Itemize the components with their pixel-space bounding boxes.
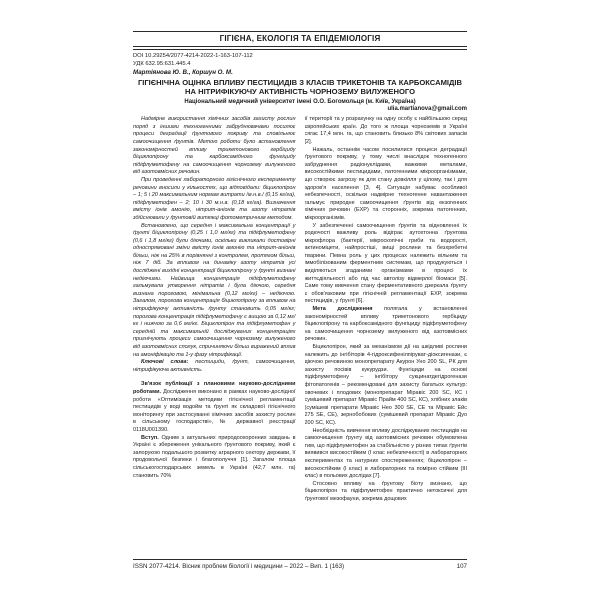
introduction-label: Вступ. [141,434,159,441]
page-footer [133,559,467,570]
journal-page [120,22,480,570]
abstract-paragraph-1: Надмірне використання хімічних засобів захисту рослин поряд з іншими техногенними забруднювачами посилює процеси деградації ґрунтового покриву та сповільнює самоочищення ґрунтів. Метою роботи було встановлення закономірностей впливу трикетонового гербіциду біциклопірону та карбоксамідного фунгіциду підіфлуметофену на самоочищення чорнозему вилуженого від азотовмісних речовин. [133,116,296,176]
footer-issn: ISSN 2077-4214. Вісник проблем біології і медицини – 2022 – Вип. 1 (163) [133,562,345,570]
left-column [133,116,296,554]
doi-line: DOI 10.29254/2077-4214-2022-1-163-107-112 [133,53,253,59]
author-email: ulia.martianova@gmail.com [387,106,467,113]
aim-paragraph [305,306,468,344]
page-number: 107 [456,562,467,570]
body-paragraph-6: Необхідність вивчення впливу досліджуваних пестицидів на самоочищення ґрунту від азотовмісних речовин обумовлена тим, що підіфлуметофен за стабільністю у різних типах ґрунтів виявився високостійким (І клас небезпечності) в лабораторних експериментах та натурних спостереженнях; біциклопірон – високостійким (І клас) в лабораторних та помірно стійким (ІІІ клас) в польових дослідах [7]. [304,427,467,480]
introduction-text: Одним з актуальних природоохоронних завдань в Україні є збереження унікального ґрунтового покриву, який є запорукою подальшого розвитку аграрного сектору держави, її продовольчої безпеки і благополуччя [1]. Загалом площа сільськогосподарських земель в Україні (42,7 млн. га) становить 70% [133,434,296,479]
keywords-paragraph [133,359,296,374]
article-title: ГІГІЄНІЧНА ОЦІНКА ВПЛИВУ ПЕСТИЦИДІВ З КЛАСІВ ТРИКЕТОНІВ ТА КАРБОКСАМІДІВ НА НІТРИФІКУЮЧУ АКТИВНІСТЬ ЧОРНОЗЕМУ ВИЛУЖЕНОГО [137,78,463,97]
authors-line: Мартіянова Ю. В., Коршун О. М. [133,69,233,77]
body-paragraph-5: Біциклопірон, який за механізмом дії на шкідливі рослини належить до інгібіторів 4-гідроксифенілпіруват-діоксигенази, є діючою речовиною монопрепарату Акурон Уно 200 SL, РК для захисту посівів кукурудзи. Фунгіциди на основі підіфлуметофену – інгібітору сукцинатдегідрогенази фітопатогенів – рекомендовані для захисту багатьох культур: овочевих і плодових (монопрепарат Міравіс 200 SC, КС і сумішевий препарат Міравіс Прайм 400 SC, КС), хлібних злаків (сумішеві препарати Міравіс Нео 300 SE, СЕ та Міравіс Ейс 275 SE, СЕ), зернобобових (сумішевий препарат Міравіс Дуо 200 SC, КС). [304,344,467,426]
connection-text: Дослідження виконано в рамках науково-дослідної роботи «Оптимізація методики гігієнічної регламентації пестицидів у воді водойм та ґрунті як складової гігієнічного моніторингу при застосуванні хімічних засобів захисту рослин в сільському господарстві», № державної реєстрації 0118U001390. [133,388,296,433]
aim-label: Мета дослідження [312,306,373,313]
right-column [305,116,468,554]
udc-line: УДК 632.95:631.445.4 [133,60,191,67]
affiliation-line: Національний медичний університет імені О.О. Богомольця (м. Київ, Україна) [184,98,416,105]
aim-text: полягала у встановленні закономірностей впливу трикетонового гербіциду біциклопірону та карбоксамідного фунгіциду підіфлуметофену на самоочищення чорнозему вилуженого від азотовмісних речовин. [304,306,467,343]
connection-label: Зв'язок публікації з плановими науково-дослідними роботами. [133,381,296,395]
introduction-continued: її території та у розрахунку на одну особу є найбільшою серед європейських країн. До того ж площа чорноземів в Україні сягає 17,4 млн. га, що становить близько 8% світових запасів [2]. [304,116,467,145]
body-paragraph-3: У забезпеченні самоочищення ґрунтів та відновленні їх родючості важливу роль відіграє аутохтонна ґрунтова мікрофлора (бактерії, мікроскопічні гриби та водорості, актиноміцети, найпростіші, вищі рослини та безхребетні тварини. Певна роль у цих процесах належить вільним та іммобілізованим ферментним системам, що продукуються і виділяються згаданими організмами в процесі їх життєдіяльності або під час автолізу відмерлої біомаси [5]. Саме тому вивчення стану ферментативного дзеркала ґрунту є обов'язковим при гігієнічній регламентації ЕХР, зокрема пестицидів, у ґрунті [6]. [304,222,467,305]
connection-paragraph [133,381,296,434]
body-paragraph-7: Стосовно впливу на ґрунтову біоту визнано, що біциклопірон та підіфлуметофен практично нетоксичні для ґрунтової мезофауни, зокрема дощових [304,480,467,502]
abstract-paragraph-3: Встановлено, що середня і максимальна концентрації у ґрунті біциклопірону (0,25 і 1,0 мг/кг) та підіфлуметофену (0,6 і 1,8 мг/кг) були діючими, оскільки викликали достовірні односпрямовані зміни вмісту іонів амонію та нітрит-аніонів більш, ніж на 25% в порівнянні з контролем, протягом більш, ніж 7 діб. За впливом на динаміку азоту нітратів усі досліджені вихідні концентрації біциклопірону у ґрунті визнані недіючими. Найвища концентрація підіфлуметофену гальмувала утворення нітратів і була діючою, середня визнана пороговою, мінімальна (0,12 мг/кг) – недіючою. Загалом, порогова концентрація біциклопірону за впливом на нітрифікуючу активність ґрунту становить 0,05 мг/кг; порогова концентрація підіфлуметофену є вищою за 0,12 мг/кг і нижчою за 0,6 мг/кг. Біциклопірон та підіфлуметофен у середній та максимальній досліджуваних концентраціях пригнічують процеси самоочищення чорнозему вилуженого від азотовмісних сполук, спричиняючи більш виражений вплив на амоніфікацію та 1-у фазу нітрифікації. [133,222,296,358]
introduction-paragraph [133,435,296,481]
body-paragraph-2: Нажаль, останнім часом посилилися процеси деградації ґрунтового покриву, у тому числі внаслідок техногенного забруднення радіонуклідами, важкими металами, високостійкими пестицидами, патогенними мікроорганізмами, що створює загрозу як для стану довкілля у цілому, так і для здоров'я населення [3, 4]. Ситуація набуває особливої небезпечності, оскільки надмірне техногенне навантаження гальмує природне самоочищення ґрунтів від екзогенних хімічних речовин (ЕХР) та сторонніх, зокрема патогенних, мікроорганізмів. [304,146,467,221]
journal-section-header: ГІГІЄНА, ЕКОЛОГІЯ ТА ЕПІДЕМІОЛОГІЯ [133,31,467,50]
keywords-label: Ключові слова: [141,359,189,366]
article-body [133,116,467,554]
keywords-text: пестициди, ґрунт, самоочищення, нітрифікуюча активність. [133,359,296,373]
article-meta [133,53,467,67]
abstract-paragraph-2: При проведенні лабораторного гігієнічного експерименту речовини вносили у кількостях, що відповідали: біциклопірон – 1; 5 і 20 максимальним нормам витрати /м.н.в./ (0,15 кг/га), підіфлуметофен – 2; 10 і 30 м.н.в. (0,18 кг/га). Визначення вмісту іонів амонію, нітрит-аніонів та азоту нітратів здійснювали у ґрунтовій витяжці фотометричним методом. [133,176,296,221]
